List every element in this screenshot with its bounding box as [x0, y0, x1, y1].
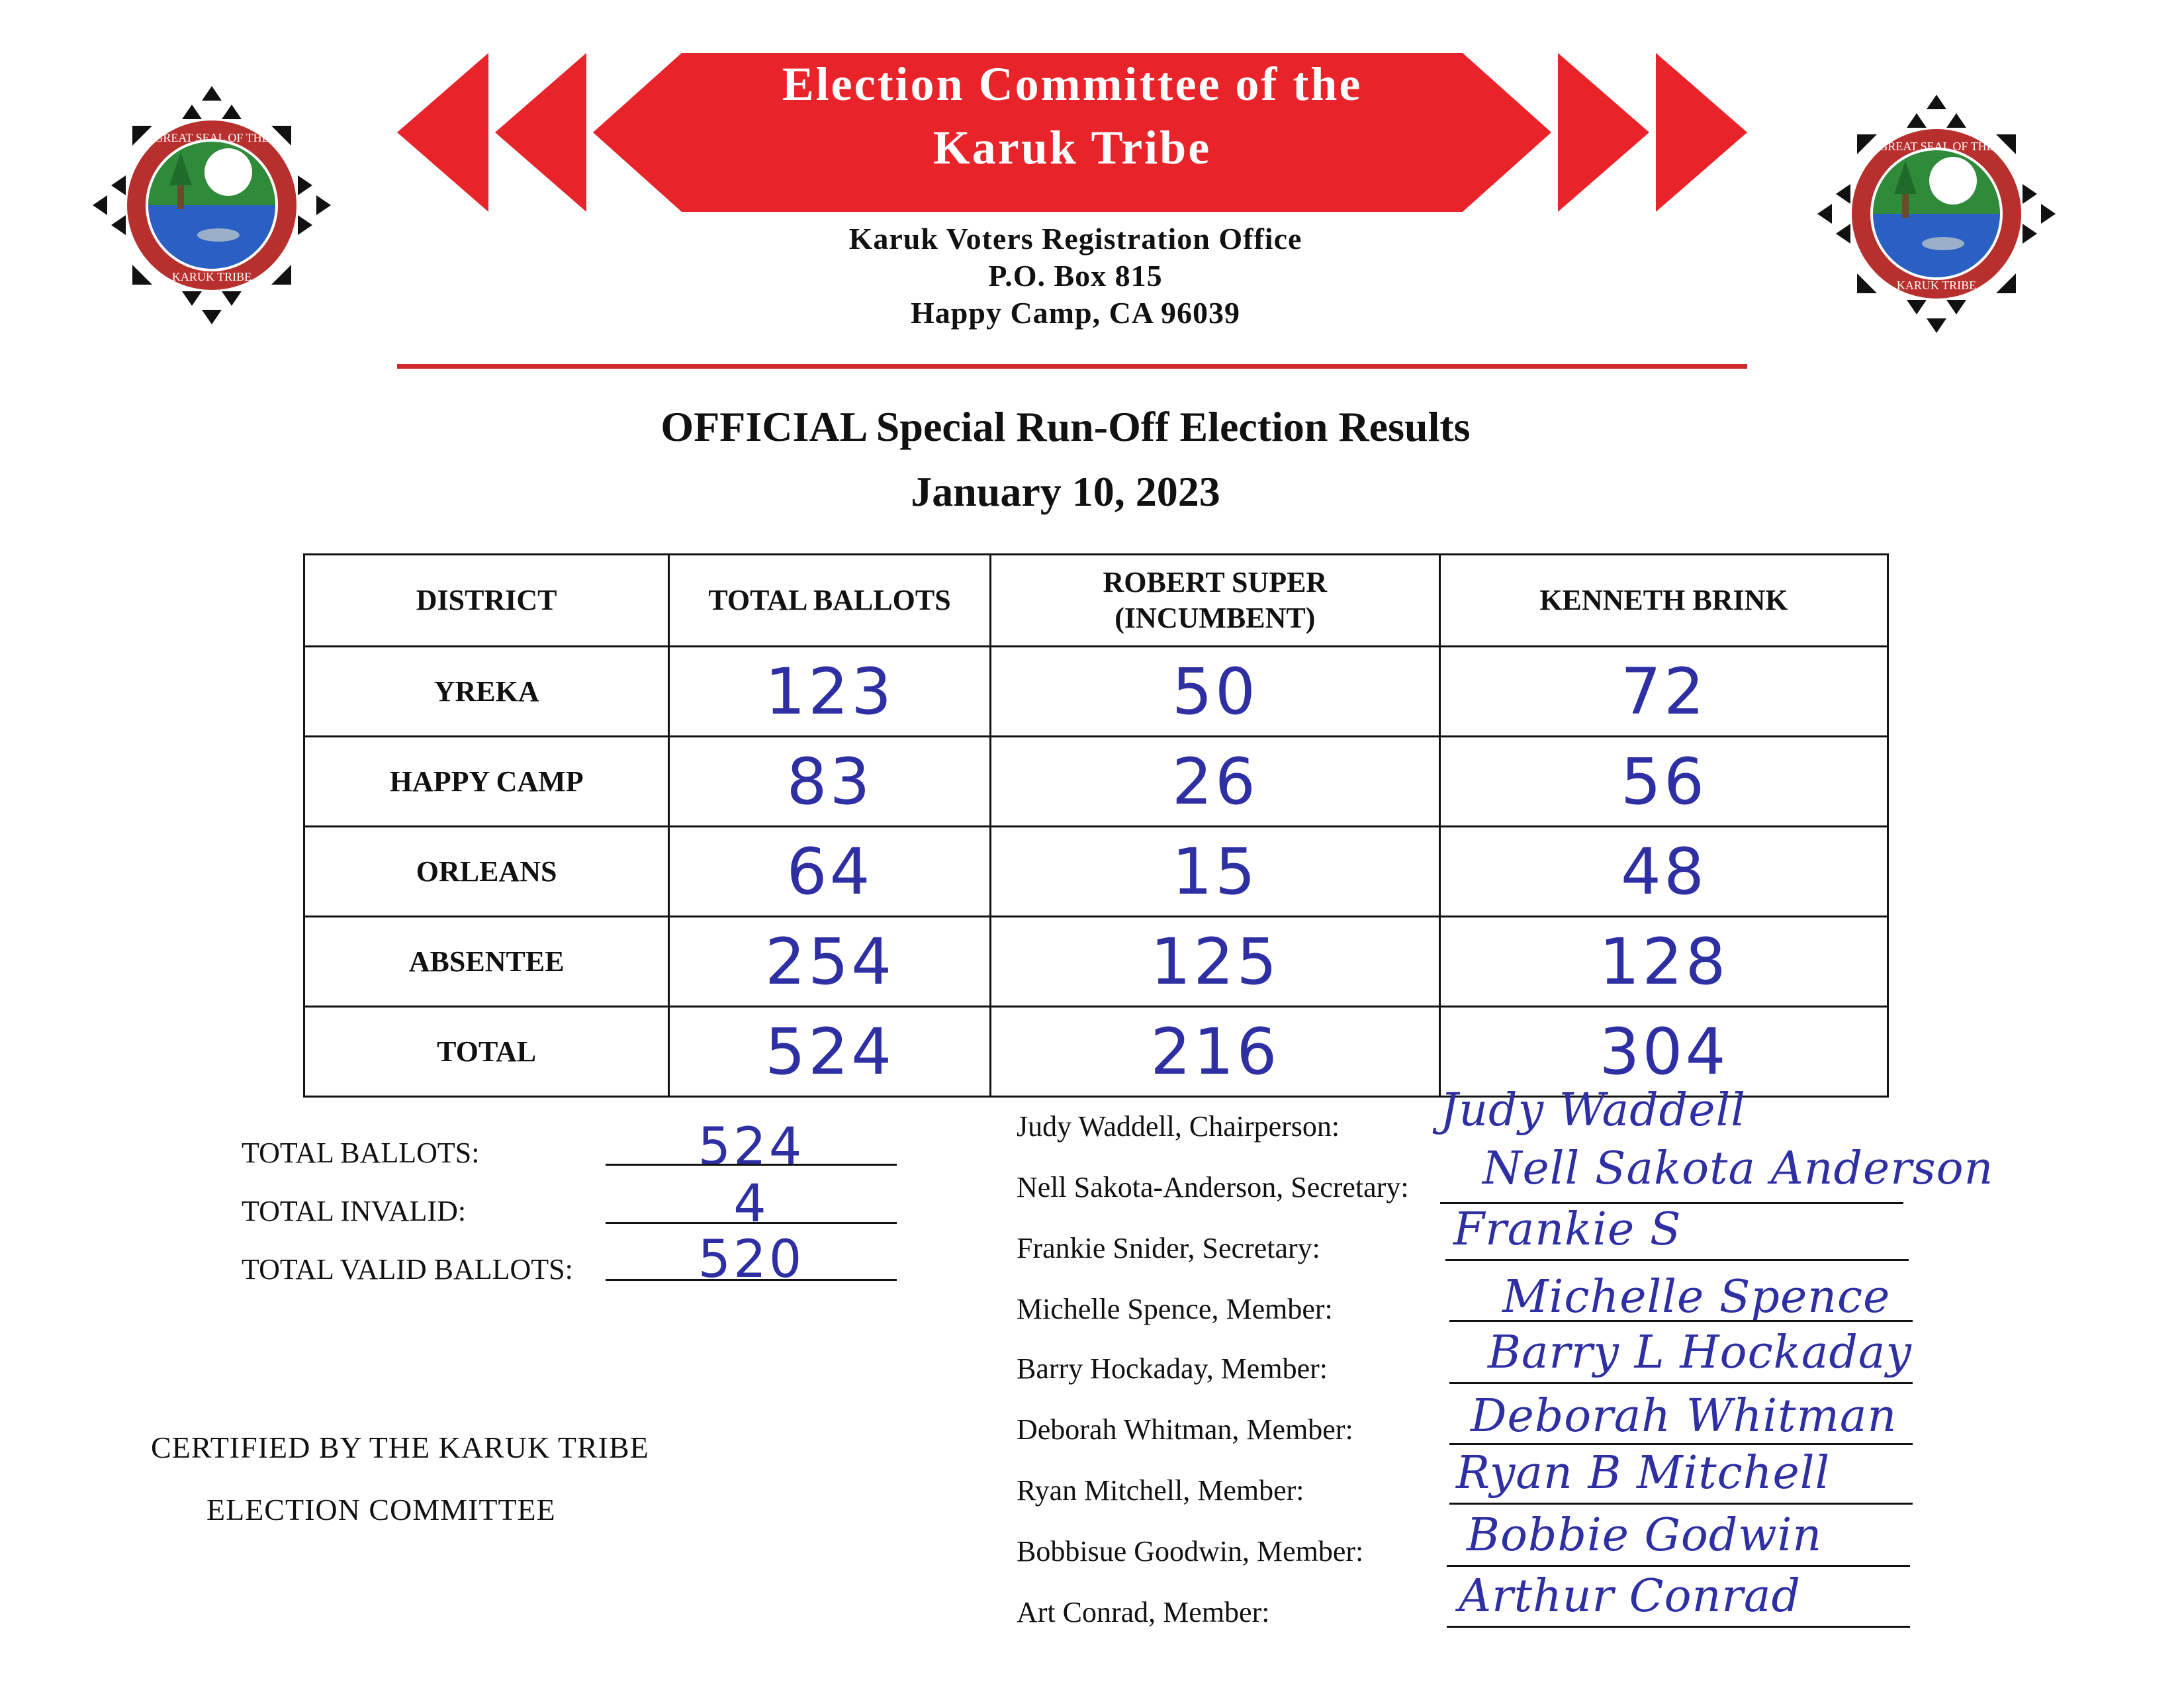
total-valid-value: 520: [698, 1230, 805, 1289]
table-row: [304, 647, 1888, 737]
seal-bottom-text-left: KARUK TRIBE: [171, 270, 252, 283]
signature-line: [1449, 1443, 1913, 1445]
col-header-robert-super-name: ROBERT SUPER: [1103, 566, 1328, 598]
signature-deborah-whitman: Deborah Whitman: [1471, 1390, 1897, 1442]
total-ballots-cell: 524: [669, 1007, 990, 1097]
total-ballots-line: [606, 1164, 897, 1166]
banner-title-line1: Election Committee of the: [782, 58, 1363, 111]
robert-super-cell: 50: [990, 647, 1439, 737]
robert-super-cell: 15: [990, 827, 1439, 917]
district-cell: YREKA: [304, 647, 669, 737]
document-title: OFFICIAL Special Run-Off Election Results: [660, 403, 1471, 450]
signature-line: [1447, 1565, 1910, 1567]
district-cell: HAPPY CAMP: [304, 737, 669, 827]
signature-judy-waddell: Judy Waddell: [1440, 1084, 1746, 1137]
table-row: [304, 1007, 1888, 1097]
col-header-kenneth-brink: KENNETH BRINK: [1439, 555, 1888, 647]
tribe-seal-right: [1817, 95, 2056, 333]
kenneth-brink-cell: 128: [1439, 917, 1888, 1007]
col-header-incumbent: (INCUMBENT): [1115, 602, 1316, 634]
table-row: [304, 917, 1888, 1007]
district-cell: ORLEANS: [304, 827, 669, 917]
member-label-secretary-2: Frankie Snider, Secretary:: [1017, 1232, 1320, 1264]
office-po-box: P.O. Box 815: [988, 259, 1163, 293]
col-header-district: DISTRICT: [304, 555, 669, 647]
signature-ryan-mitchell: Ryan B Mitchell: [1456, 1447, 1831, 1499]
total-ballots-label: TOTAL BALLOTS:: [242, 1137, 480, 1169]
seal-top-text-right: GREAT SEAL OF THE: [1879, 140, 1994, 153]
robert-super-cell: 125: [990, 917, 1439, 1007]
results-header-row: [304, 555, 1888, 647]
table-row: [304, 737, 1888, 827]
total-invalid-value: 4: [733, 1174, 769, 1234]
member-label-ryan-mitchell: Ryan Mitchell, Member:: [1017, 1474, 1304, 1507]
member-label-barry-hockaday: Barry Hockaday, Member:: [1017, 1352, 1328, 1385]
document-date: January 10, 2023: [911, 468, 1220, 515]
signature-bobbisue-goodwin: Bobbie Godwin: [1467, 1509, 1823, 1562]
total-invalid-line: [606, 1222, 897, 1224]
signature-line: [1449, 1320, 1913, 1322]
district-cell: ABSENTEE: [304, 917, 669, 1007]
total-ballots-cell: 64: [669, 827, 990, 917]
col-header-robert-super: [990, 555, 1439, 647]
robert-super-cell: 26: [990, 737, 1439, 827]
office-name: Karuk Voters Registration Office: [848, 222, 1302, 256]
total-ballots-cell: 83: [669, 737, 990, 827]
office-city: Happy Camp, CA 96039: [911, 296, 1240, 330]
signature-art-conrad: Arthur Conrad: [1459, 1570, 1801, 1622]
kenneth-brink-cell: 304: [1439, 1007, 1888, 1097]
signature-frankie-snider: Frankie S: [1453, 1203, 1682, 1256]
total-valid-label: TOTAL VALID BALLOTS:: [242, 1253, 573, 1286]
member-label-michelle-spence: Michelle Spence, Member:: [1017, 1293, 1333, 1325]
kenneth-brink-cell: 56: [1439, 737, 1888, 827]
signature-nell-sakota-anderson: Nell Sakota Anderson: [1482, 1143, 1994, 1195]
total-invalid-label: TOTAL INVALID:: [242, 1195, 467, 1227]
district-cell: TOTAL: [304, 1007, 669, 1097]
seal-bottom-text-right: KARUK TRIBE: [1896, 279, 1977, 292]
results-table: [303, 553, 1889, 1098]
banner-title-line2: Karuk Tribe: [933, 121, 1212, 174]
seal-top-text-left: GREAT SEAL OF THE: [154, 131, 269, 144]
signature-line: [1447, 1626, 1910, 1628]
member-label-art-conrad: Art Conrad, Member:: [1017, 1596, 1270, 1628]
signature-michelle-spence: Michelle Spence: [1502, 1271, 1891, 1323]
signature-line: [1449, 1503, 1913, 1505]
member-label-deborah-whitman: Deborah Whitman, Member:: [1017, 1413, 1353, 1446]
kenneth-brink-cell: 48: [1439, 827, 1888, 917]
header-divider: [397, 364, 1747, 369]
col-header-total-ballots: TOTAL BALLOTS: [669, 555, 990, 647]
tribe-seal-left: [93, 86, 331, 324]
certified-line1: CERTIFIED BY THE KARUK TRIBE: [151, 1430, 649, 1464]
member-label-secretary-1: Nell Sakota-Anderson, Secretary:: [1017, 1171, 1409, 1203]
member-label-chairperson: Judy Waddell, Chairperson:: [1017, 1110, 1340, 1143]
member-label-bobbisue-goodwin: Bobbisue Goodwin, Member:: [1017, 1535, 1364, 1568]
signature-line: [1445, 1259, 1909, 1261]
table-row: [304, 827, 1888, 917]
signature-line: [1449, 1382, 1913, 1384]
total-ballots-value: 524: [698, 1117, 805, 1177]
kenneth-brink-cell: 72: [1439, 647, 1888, 737]
robert-super-cell: 216: [990, 1007, 1439, 1097]
total-valid-line: [606, 1279, 897, 1281]
signature-barry-hockaday: Barry L Hockaday: [1488, 1327, 1912, 1379]
total-ballots-cell: 123: [669, 647, 990, 737]
certified-line2: ELECTION COMMITTEE: [206, 1493, 556, 1526]
total-ballots-cell: 254: [669, 917, 990, 1007]
